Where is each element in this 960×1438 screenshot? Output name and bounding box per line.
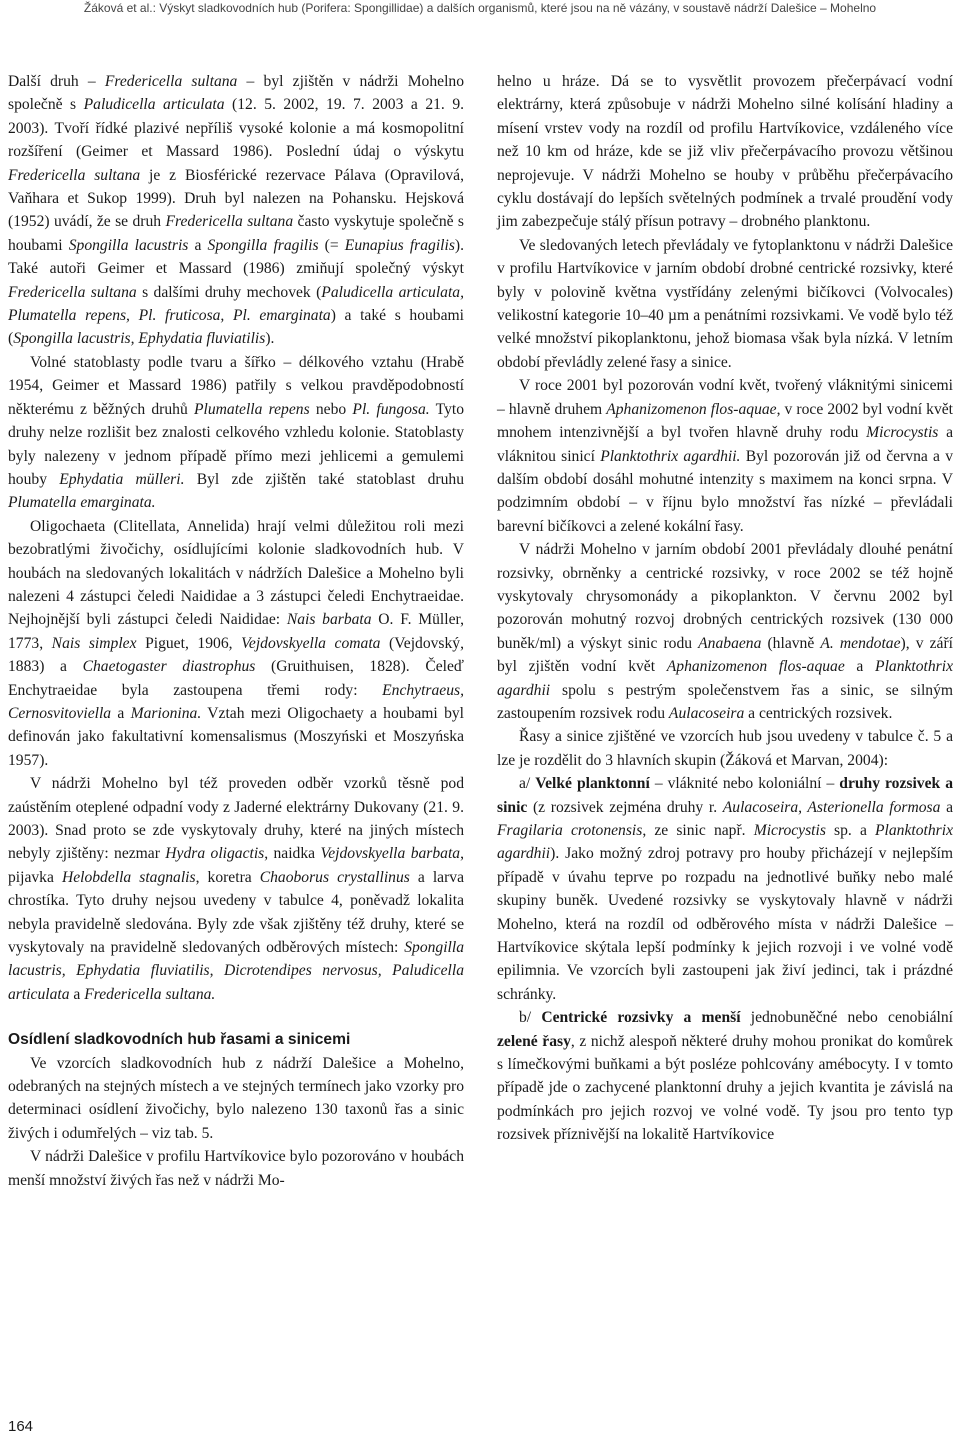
paragraph-three-groups: Řasy a sinice zjištěné ve vzorcích hub jsou uvedeny v tabulce č. 5 a lze je rozdělit do 3 hlavních skupin (Žáková et Marvan, 2004): bbox=[497, 728, 953, 769]
paragraph-algae-intro: Ve vzorcích sladkovodních hub z nádrží Dalešice a Mohelno, odebraných na stejných místech a ve stejných termínech jako vzorky pro determinaci osídlení živočichy, bylo nalezeno 130 taxonů řas a sinic živých i odumřelých – viz tab. 5. bbox=[8, 1054, 464, 1142]
section-heading: Osídlení sladkovodních hub řasami a sinicemi bbox=[8, 1031, 351, 1049]
page-number: 164 bbox=[8, 1418, 34, 1435]
right-column bbox=[497, 70, 953, 1147]
paragraph-group-a: a/ Velké planktonní – vláknité nebo koloniální – druhy rozsivek a sinic (z rozsivek zejména druhy r. Aulacoseira, Asterionella formosa a Fragilaria crotonensis, ze sinic např. Microcystis sp. a Planktothrix agardhii). Jako možný zdroj potravy pro houby přicházejí v nejlepším případě v úvahu teprve po rozpadu na jednotlivé buňky nebo malé skupiny buněk. Uvedené rozsivky se vyskytovaly hlavně v nádrži Mohelno, která na rozdíl od odběrového místa v nádrži Dalešice – Hartvíkovice skýtala lepší podmínky k jejich rozvoji i ve volné vodě epilimnia. Ve vzorcích byli zastoupeni jak živí jedinci, tak i prázdné schránky. bbox=[497, 775, 954, 1003]
paragraph-pumped-storage: helno u hráze. Dá se to vysvětlit provozem přečerpávací vodní elektrárny, která způsobuje v nádrži Mohelno silné kolísání hladiny a mísení vrstev vody na rozdíl od profilu Hartvíkovice, vzdáleného více než 10 km od hráze, kde se již vliv přečerpávacího provozu většinou neprojevuje. V nádrži Mohelno se houby v průběhu přečerpávacího cyklu dostávají do lepších světelných podmínek a trvalé proudění vody jim zabezpečuje stálý přísun potravy – drobného planktonu. bbox=[497, 73, 953, 231]
left-column bbox=[8, 70, 464, 1192]
paragraph-oligochaeta: Oligochaeta (Clitellata, Annelida) hrají velmi důležitou roli mezi bezobratlými živočichy, osídlujícími kolonie sladkovodních hub. V houbách na sledovaných lokalitách v nádržích Dalešice a Mohelno byli nalezeni 4 zástupci čeledi Naididae a 3 zástupci čeledi Enchytraeidae. Nejhojnější byli zástupci čeledi Naididae: Nais barbata O. F. Müller, 1773, Nais simplex Piguet, 1906, Vejdovskyella comata (Vejdovský, 1883) a Chaetogaster diastrophus (Gruithuisen, 1828). Čeleď Enchytraeidae byla zastoupena třemi rody: Enchytraeus, Cernosvitoviella a Marionina. Vztah mezi Oligochaety a houbami byl definován jako fakultativní komensalismus (Moszyński et Moszyńska 1957). bbox=[8, 517, 464, 769]
paragraph-mohelno-dukovany: V nádrži Mohelno byl též proveden odběr vzorků těsně pod zaústěním oteplené odpadní vody z Jaderné elektrárny Dukovany (21. 9. 2003). Snad proto se zde vyskytovaly druhy, které na jiných místech nebyly zjištěny: nezmar Hydra oligactis, naidka Vejdovskyella barbata, pijavka Helobdella stagnalis, koretra Chaoborus crystallinus a larva chrostíka. Tyto druhy nejsou uvedeny v tabulce 4, poněvadž lokalita nebyla pravidelně sledována. Byly zde však zjištěny též druhy, které se vyskytovaly na pravidelně sledovaných odběrových místech: Spongilla lacustris, Ephydatia fluviatilis, Dicrotendipes nervosus, Paludicella articulata a Fredericella sultana. bbox=[8, 775, 464, 1003]
paragraph-phytoplankton-dalesice: Ve sledovaných letech převládaly ve fytoplanktonu v nádrži Dalešice v profilu Hartvíkovice v jarním období drobné centrické rozsivky, které byly v polovině května vystřídány zelenými bičíkovci (Volvocales) velikostní kategorie 10–40 µm a penátními rozsivkami. Ve vodě bylo též velké množství pikoplanktonu, jehož biomasa však byla nízká. V letním období převládly zelené řasy a sinice. bbox=[497, 236, 953, 371]
paragraph-group-b: b/ Centrické rozsivky a menší jednobuněčné nebo cenobiální zelené řasy, z nichž alespoň některé druhy mohou pronikat do komůrek s límečkovými buňkami a být posléze pohlcovány amébocyty. I v tomto případě jde o zachycené planktonní druhy a jejich kvantita je závislá na podmínkách pro jejich rozvoj ve volné vodě. Ty jsou pro tento typ rozsivek příznivější na lokalitě Hartvíkovice bbox=[497, 1009, 953, 1144]
paragraph-water-bloom: V roce 2001 byl pozorován vodní květ, tvořený vláknitými sinicemi – hlavně druhem Aphanizomenon flos-aquae, v roce 2002 byl vodní květ mnohem intenzivnější a byl tvořen hlavně druhy rodu Microcystis a vláknitou sinicí Planktothrix agardhii. Byl pozorován již od června a v dalším období dosáhl mohutné intenzity s maximem na konci srpna. V podzimním období – v říjnu bylo množství řas nízké – převládali barevní bičíkovci a zelené kokální řasy. bbox=[497, 377, 954, 535]
paragraph-mohelno-spring: V nádrži Mohelno v jarním období 2001 převládaly dlouhé penátní rozsivky, obrněnky a centrické rozsivky, v roce 2002 se též hojně vyskytovaly chrysomonády a pikoplankton. V červnu 2002 byl pozorován mohutný rozvoj drobných centrických rozsivek (130 000 buněk/ml) a výskyt sinic rodu Anabaena (hlavně A. mendotae), v září byl zjištěn vodní květ Aphanizomenon flos-aquae a Planktothrix agardhii spolu s pestrým společenstvem řas a sinic, se silným zastoupením rozsivek rodu Aulacoseira a centrických rozsivek. bbox=[497, 541, 954, 722]
paragraph-fredericella: Další druh – Fredericella sultana – byl zjištěn v nádrži Mohelno společně s Paludicella articulata (12. 5. 2002, 19. 7. 2003 a 21. 9. 2003). Tvoří řídké plazivé nepříliš vysoké kolonie a má kosmopolitní rozšíření (Geimer et Massard 1986). Poslední údaj o výskytu Fredericella sultana je z Biosférické rezervace Pálava (Opravilová, Vaňhara et Sukop 1999). Druh byl nalezen na Pohansku. Hejsková (1952) uvádí, že se druh Fredericella sultana často vyskytuje společně s houbami Spongilla lacustris a Spongilla fragilis (= Eunapius fragilis). Také autoři Geimer et Massard (1986) zmiňují společný výskyt Fredericella sultana s dalšími druhy mechovek (Paludicella articulata, Plumatella repens, Pl. fruticosa, Pl. emarginata) a také s houbami (Spongilla lacustris, Ephydatia fluviatilis). bbox=[8, 73, 465, 348]
running-header: Žáková et al.: Výskyt sladkovodních hub (Porifera: Spongillidae) a dalších organismů, které jsou na ně vázány, v soustavě nádrží Dalešice – Mohelno bbox=[83, 1, 877, 15]
paragraph-dalesice-hartvikovice: V nádrži Dalešice v profilu Hartvíkovice bylo pozorováno v houbách menší množství živých řas než v nádrži Mo- bbox=[8, 1148, 464, 1189]
section-gap bbox=[8, 1006, 464, 1018]
paragraph-statoblasts: Volné statoblasty podle tvaru a šířko – délkového vztahu (Hrabě 1954, Geimer et Massard 1986) patřily s velkou pravděpodobností některému z běžných druhů Plumatella repens nebo Pl. fungosa. Tyto druhy nelze rozlišit bez znalosti celkového vzhledu kolonie. Statoblasty byly nalezeny v jednom případě přímo mezi jehlicemi a gemulemi houby Ephydatia mülleri. Byl zde zjištěn také statoblast druhu Plumatella emarginata. bbox=[8, 353, 465, 512]
